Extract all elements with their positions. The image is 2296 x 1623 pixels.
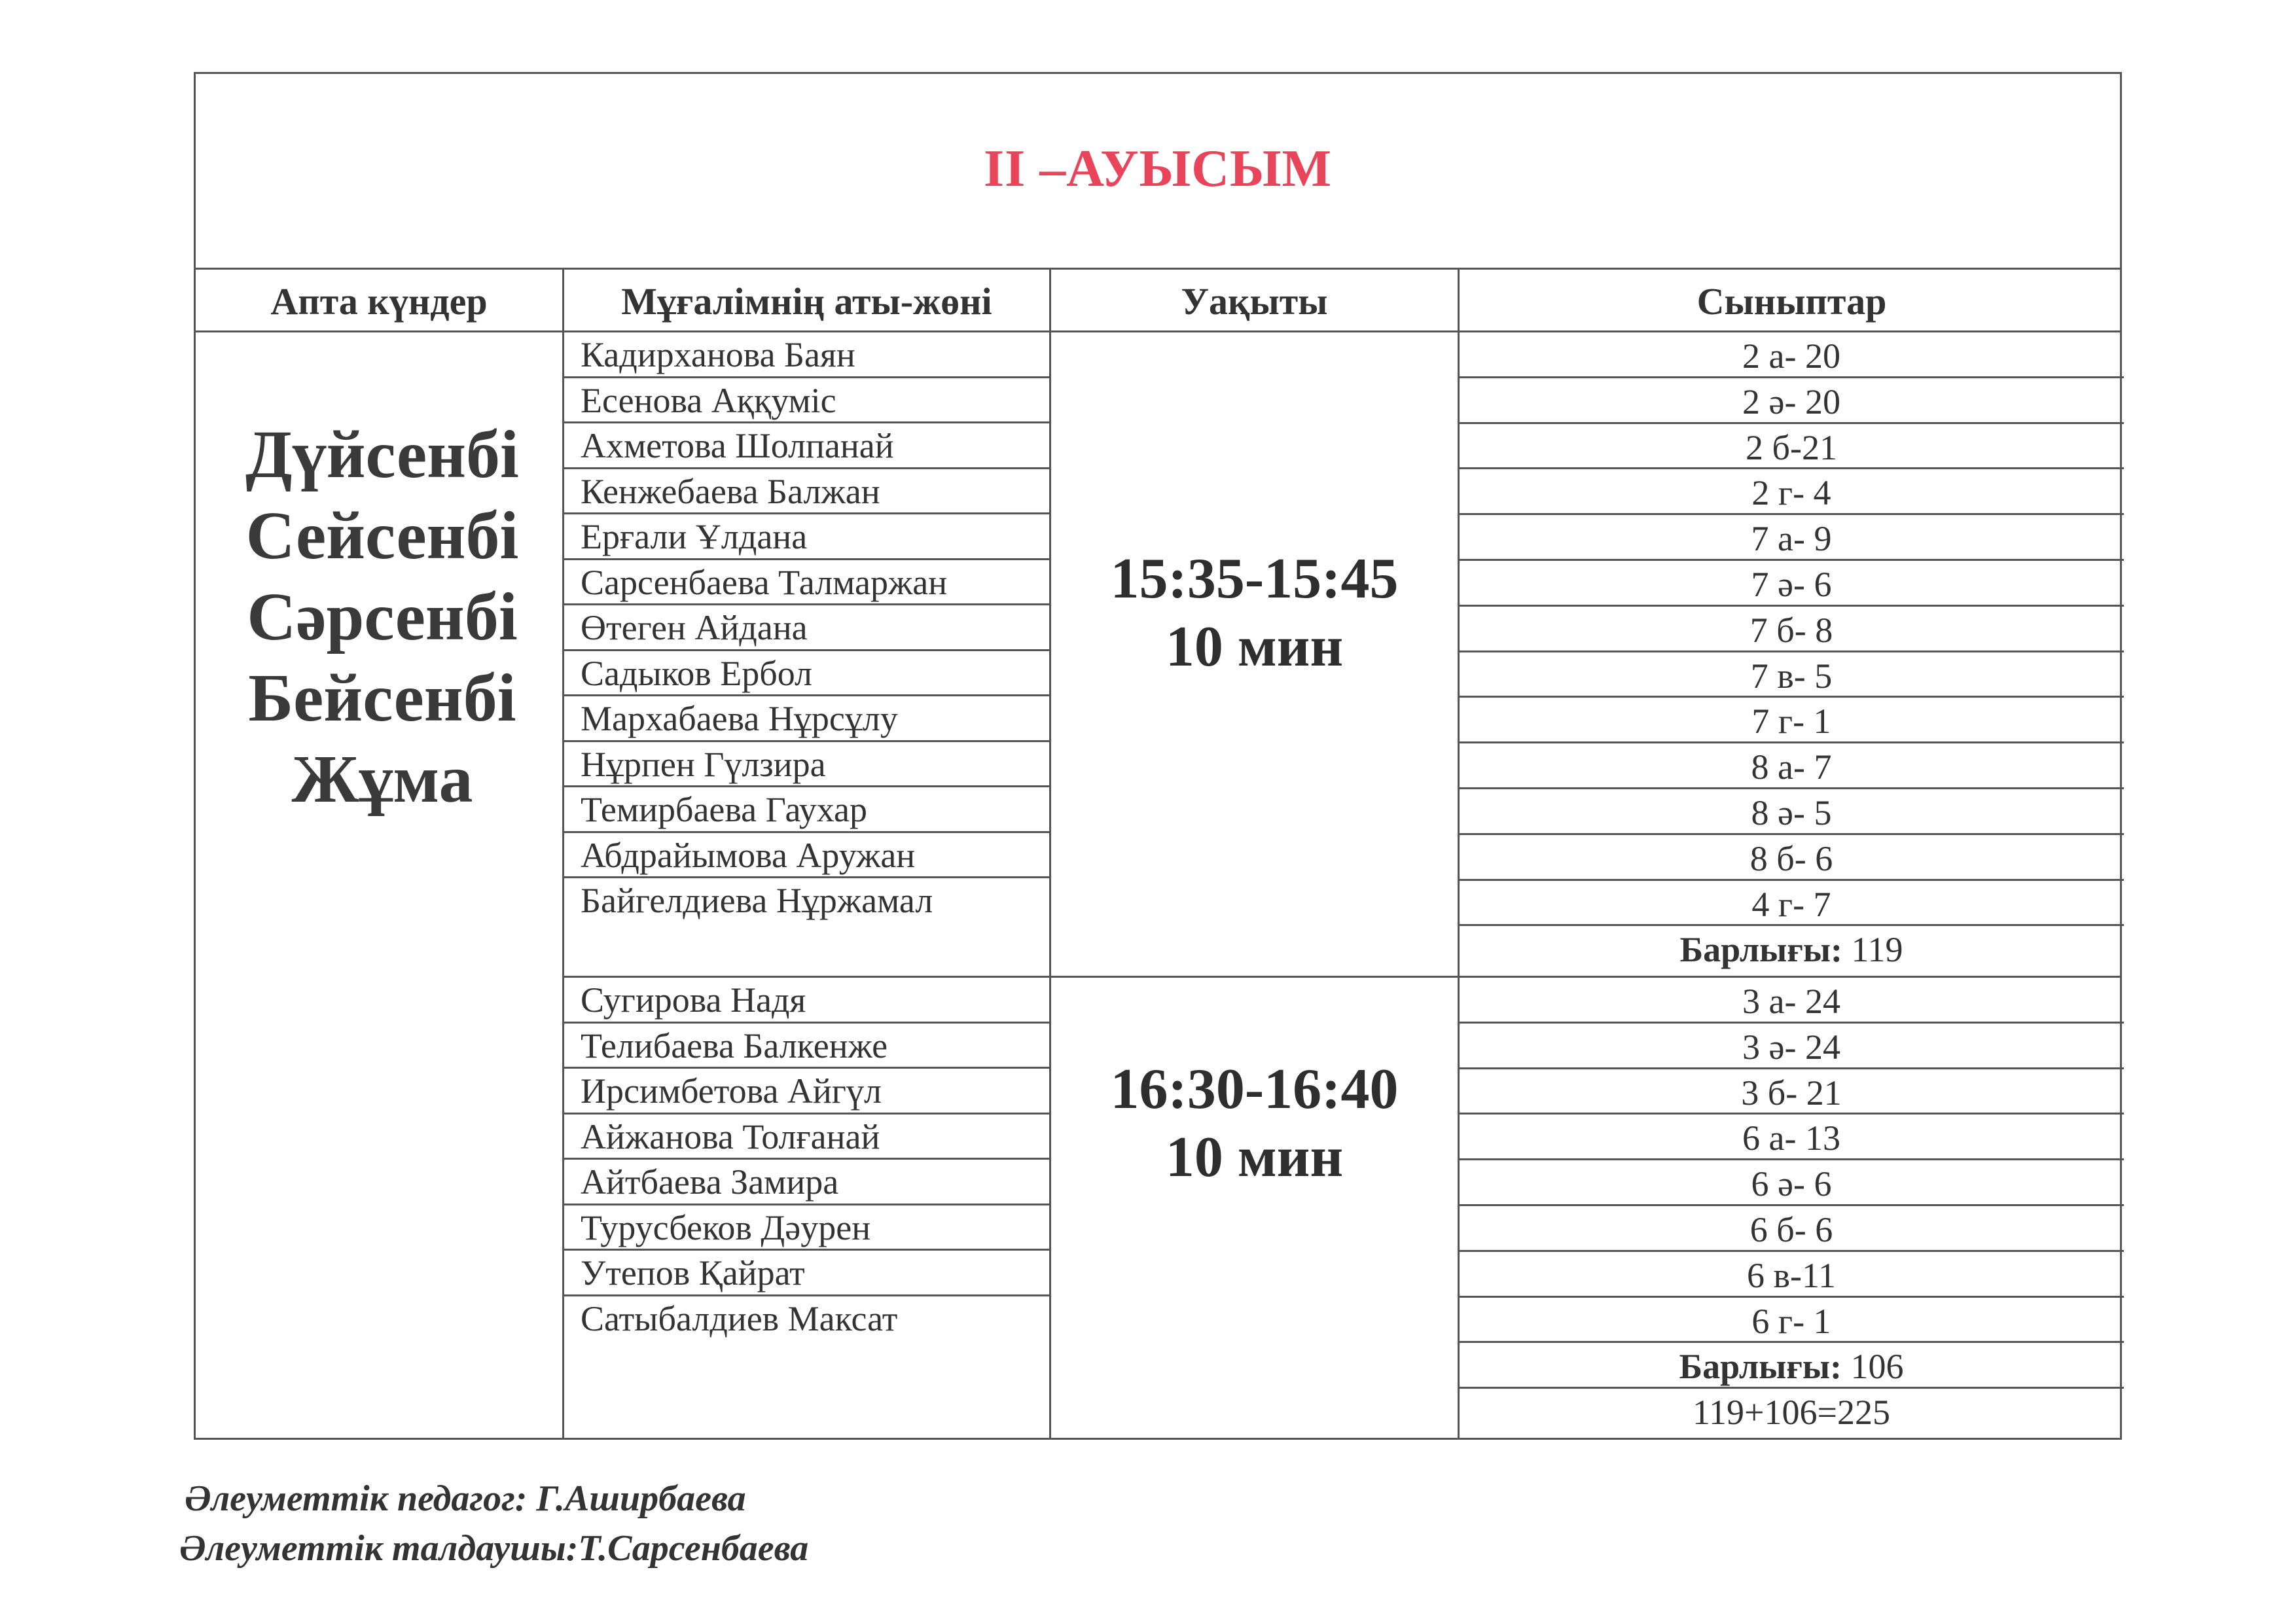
day-monday: Дүйсенбі bbox=[245, 417, 519, 492]
class-count: 2 г- 4 bbox=[1751, 473, 1831, 512]
class-row-line bbox=[1460, 422, 2124, 424]
teacher-name: Садыков Ербол bbox=[581, 654, 812, 693]
teacher-name: Есенова Аққуміс bbox=[581, 381, 836, 420]
day-thursday: Бейсенбі bbox=[248, 660, 516, 736]
teacher-name: Нұрпен Гүлзира bbox=[581, 745, 826, 784]
teacher-row-line bbox=[564, 376, 1049, 378]
group-separator bbox=[562, 976, 2120, 978]
total-label: Барлығы: bbox=[1679, 1347, 1842, 1386]
teacher-row-line bbox=[564, 558, 1049, 560]
weekdays-cell bbox=[202, 414, 562, 820]
col-sep-1 bbox=[562, 268, 564, 1438]
teacher-name: Телибаева Балкенже bbox=[581, 1026, 888, 1065]
signature-social-analyst: Әлеуметтік талдаушы:Т.Сарсенбаева bbox=[179, 1528, 809, 1569]
day-wednesday: Сәрсенбі bbox=[247, 579, 518, 654]
header-classes: Сыныптар bbox=[1696, 280, 1887, 323]
teacher-row-line bbox=[564, 1294, 1049, 1296]
signature-social-pedagogue: Әлеуметтік педагог: Г.Аширбаева bbox=[185, 1478, 746, 1519]
class-count: 3 а- 24 bbox=[1742, 982, 1840, 1021]
teacher-row-line bbox=[564, 785, 1049, 787]
teacher-name: Ирсимбетова Айгүл bbox=[581, 1071, 882, 1111]
class-row-line bbox=[1460, 1158, 2124, 1160]
teacher-name: Байгелдиева Нұржамал bbox=[581, 881, 933, 920]
class-row-line bbox=[1460, 1022, 2124, 1024]
class-count: 2 а- 20 bbox=[1742, 336, 1840, 376]
teacher-name: Темирбаева Гаухар bbox=[581, 790, 867, 829]
header-days: Апта күндер bbox=[270, 280, 488, 323]
teacher-name: Абдрайымова Аружан bbox=[581, 836, 916, 875]
class-row-line bbox=[1460, 467, 2124, 469]
class-count: 7 а- 9 bbox=[1751, 519, 1832, 558]
teacher-row-line bbox=[564, 876, 1049, 878]
class-row-line bbox=[1460, 1067, 2124, 1069]
class-row-line bbox=[1460, 1341, 2124, 1343]
grand-total: 119+106=225 bbox=[1693, 1393, 1890, 1432]
teacher-name: Сатыбалдиев Максат bbox=[581, 1299, 898, 1338]
class-count: 8 ә- 5 bbox=[1751, 793, 1832, 832]
total-row-line bbox=[1460, 1387, 2124, 1389]
schedule-table bbox=[194, 72, 2122, 1440]
class-row-line bbox=[1460, 1204, 2124, 1206]
teacher-row-line bbox=[564, 1204, 1049, 1205]
class-count: 8 б- 6 bbox=[1749, 839, 1833, 878]
day-tuesday: Сейсенбі bbox=[245, 498, 519, 573]
total-value: 106 bbox=[1850, 1347, 1904, 1386]
time-range: 15:35-15:45 bbox=[1110, 547, 1399, 611]
teacher-name: Мархабаева Нұрсұлу bbox=[581, 699, 898, 738]
group-total bbox=[1459, 929, 2124, 970]
teacher-name: Сарсенбаева Талмаржан bbox=[581, 563, 948, 602]
class-count: 3 б- 21 bbox=[1741, 1073, 1842, 1113]
teacher-name: Ерғали Ұлдана bbox=[581, 517, 808, 556]
class-row-line bbox=[1460, 1250, 2124, 1252]
time-cell-2 bbox=[1051, 1056, 1458, 1192]
time-range: 16:30-16:40 bbox=[1110, 1058, 1399, 1121]
header-teacher: Мұғалімнің аты-жөні bbox=[621, 280, 992, 323]
class-row-line bbox=[1460, 696, 2124, 698]
class-row-line bbox=[1460, 651, 2124, 652]
class-row-line bbox=[1460, 605, 2124, 607]
class-count: 7 ә- 6 bbox=[1751, 565, 1832, 604]
teacher-row-line bbox=[564, 1249, 1049, 1251]
class-row-line bbox=[1460, 741, 2124, 743]
class-row-line bbox=[1460, 833, 2124, 835]
class-row-line bbox=[1460, 376, 2124, 378]
page-title: II –АУЫСЫМ bbox=[983, 140, 1333, 198]
group-total bbox=[1459, 1346, 2124, 1387]
teacher-row-line bbox=[564, 1067, 1049, 1069]
class-count: 6 ә- 6 bbox=[1751, 1164, 1832, 1204]
teacher-row-line bbox=[564, 831, 1049, 833]
teacher-row-line bbox=[564, 1113, 1049, 1115]
teacher-name: Турусбеков Дәурен bbox=[581, 1208, 871, 1247]
class-count: 7 в- 5 bbox=[1750, 656, 1833, 696]
class-row-line bbox=[1460, 513, 2124, 515]
teacher-name: Айтбаева Замира bbox=[581, 1162, 839, 1202]
teacher-row-line bbox=[564, 421, 1049, 423]
teacher-row-line bbox=[564, 512, 1049, 514]
class-row-line bbox=[1460, 924, 2124, 926]
class-row-line bbox=[1460, 1113, 2124, 1115]
class-row-line bbox=[1460, 559, 2124, 561]
teacher-row-line bbox=[564, 467, 1049, 469]
teacher-row-line bbox=[564, 740, 1049, 742]
class-count: 2 б-21 bbox=[1746, 428, 1837, 467]
teacher-name: Кадирханова Баян bbox=[581, 335, 855, 374]
class-row-line bbox=[1460, 787, 2124, 789]
teacher-name: Ахметова Шолпанай bbox=[581, 426, 894, 465]
header-top-line bbox=[196, 268, 2120, 270]
duration: 10 мин bbox=[1165, 615, 1344, 679]
teacher-row-line bbox=[564, 649, 1049, 651]
class-count: 6 б- 6 bbox=[1749, 1210, 1833, 1249]
header-time: Уақыты bbox=[1181, 280, 1328, 323]
class-count: 7 б- 8 bbox=[1749, 611, 1833, 650]
class-count: 8 а- 7 bbox=[1751, 747, 1832, 787]
col-sep-2 bbox=[1049, 268, 1051, 1438]
teacher-row-line bbox=[564, 1022, 1049, 1024]
class-row-line bbox=[1460, 879, 2124, 881]
total-label: Барлығы: bbox=[1679, 930, 1842, 969]
class-row-line bbox=[1460, 1296, 2124, 1298]
class-count: 3 ә- 24 bbox=[1742, 1027, 1840, 1067]
day-friday: Жұма bbox=[291, 741, 473, 817]
teacher-row-line bbox=[564, 1158, 1049, 1160]
teacher-name: Айжанова Толғанай bbox=[581, 1117, 880, 1156]
teacher-row-line bbox=[564, 603, 1049, 605]
class-count: 7 г- 1 bbox=[1751, 702, 1831, 741]
teacher-name: Кенжебаева Балжан bbox=[581, 472, 880, 511]
teacher-row-line bbox=[564, 694, 1049, 696]
teacher-name: Утепов Қайрат bbox=[581, 1253, 805, 1293]
class-count: 2 ә- 20 bbox=[1742, 382, 1840, 421]
duration: 10 мин bbox=[1165, 1126, 1344, 1189]
class-count: 6 г- 1 bbox=[1751, 1302, 1831, 1341]
time-cell-1 bbox=[1051, 545, 1458, 681]
teacher-name: Сугирова Надя bbox=[581, 980, 806, 1020]
teacher-name: Өтеген Айдана bbox=[581, 608, 808, 647]
class-count: 4 г- 7 bbox=[1751, 885, 1831, 924]
class-count: 6 в-11 bbox=[1747, 1256, 1836, 1295]
class-count: 6 а- 13 bbox=[1742, 1118, 1840, 1158]
total-value: 119 bbox=[1851, 930, 1903, 969]
